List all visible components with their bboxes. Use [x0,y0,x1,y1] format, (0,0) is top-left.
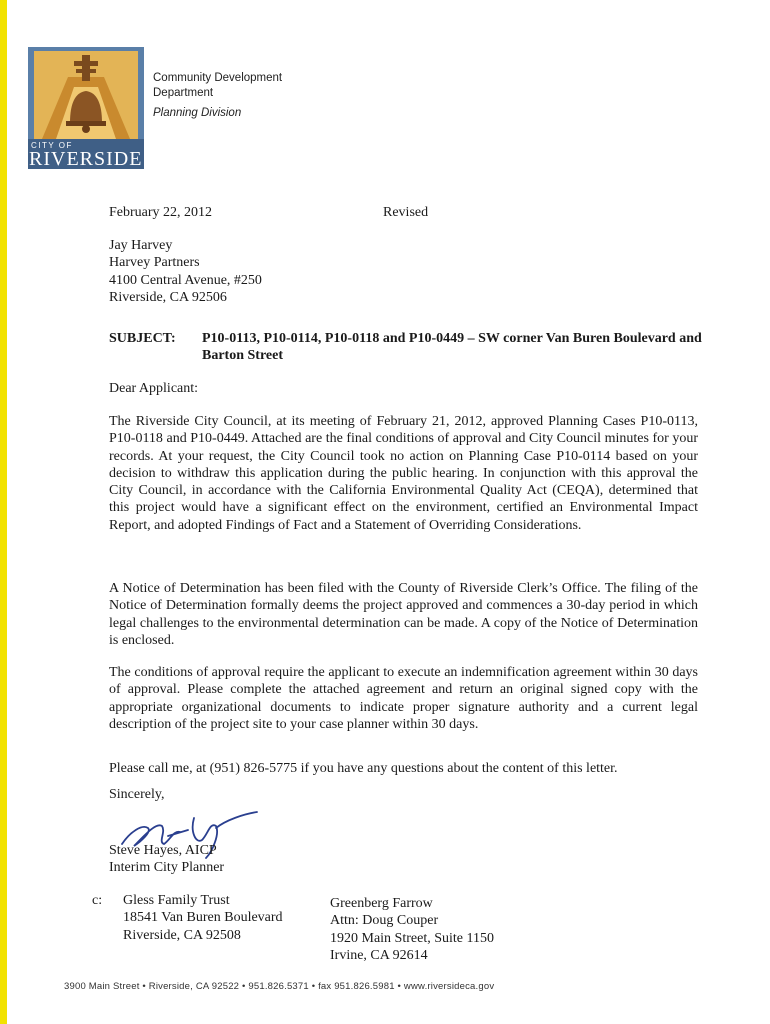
cc1-city: Riverside, CA 92508 [123,927,241,943]
paragraph-2: A Notice of Determination has been filed with the County of Riverside Clerk’s Office. The filing of the Notice of Determination formally deems the project approved and commences a 30-day period in which legal challenges to the environmental determination can be made. A copy of the Notice of Determination is enclosed. [109,581,698,648]
cc1-name: Gless Family Trust [123,893,230,908]
salutation: Dear Applicant: [109,381,199,396]
dept-line1: Community Development [153,72,283,84]
cc1-street: 18541 Van Buren Boulevard [123,910,283,926]
logo-city-of: CITY OF [31,141,73,150]
division-name: Planning Division [153,107,242,119]
yellow-margin-bar [0,0,7,1024]
revised-label: Revised [383,205,429,220]
cc2-attn: Attn: Doug Couper [330,913,439,929]
paragraph-1: The Riverside City Council, at its meeting of February 21, 2012, approved Planning Cases P10-0113, P10-0118 and P10-0449. Attached are the final conditions of approval and City Council minutes for your records. At your request, the City Council took no action on Planning Case P10-0114 based on your decision to withdraw this application during the public hearing. In conjunction with this approval the City Council, in accordance with the California Environmental Quality Act (CEQA), determined that this project would have a significant effect on the environment, certified an Environmental Impact Report, and adopted Findings of Fact and a Statement of Overriding Considerations. [109,414,698,533]
recipient-name: Jay Harvey [109,238,173,253]
cc2-city: Irvine, CA 92614 [330,947,428,963]
subject-text: P10-0113, P10-0114, P10-0118 and P10-0449 – SW corner Van Buren Boulevard and Barton Street [202,331,702,364]
footer-address: 3900 Main Street • Riverside, CA 92522 • 951.826.5371 • fax 951.826.5981 • www.riversideca.gov [64,981,495,992]
cc-recipient-1 [123,892,283,944]
recipient-street: 4100 Central Avenue, #250 [109,272,262,288]
cc-label: c: [92,893,103,908]
logo-riverside: RIVERSIDE [29,148,143,170]
department-block [153,71,282,121]
signer-name: Steve Hayes, AICP [109,843,217,858]
letter-date: February 22, 2012 [109,205,213,220]
recipient-city: Riverside, CA 92506 [109,289,227,305]
cc-recipient-2 [330,895,494,964]
cc2-name: Greenberg Farrow [330,896,433,911]
signer-block [109,842,224,877]
cc2-street: 1920 Main Street, Suite 1150 [330,930,494,946]
paragraph-3: The conditions of approval require the applicant to execute an indemnification agreement within 30 days of approval. Please complete the attached agreement and return an original signed copy with the appropriate organizational documents to indicate proper signature authority and a current legal description of the project site to your case planner within 30 days. [109,665,698,732]
paragraph-4: Please call me, at (951) 826-5775 if you have any questions about the content of this letter. [109,761,618,776]
dept-line2: Department [153,87,214,99]
recipient-company: Harvey Partners [109,255,200,271]
closing: Sincerely, [109,787,165,802]
recipient-address [109,237,262,306]
signer-title: Interim City Planner [109,860,225,876]
subject-label: SUBJECT: [109,331,176,346]
